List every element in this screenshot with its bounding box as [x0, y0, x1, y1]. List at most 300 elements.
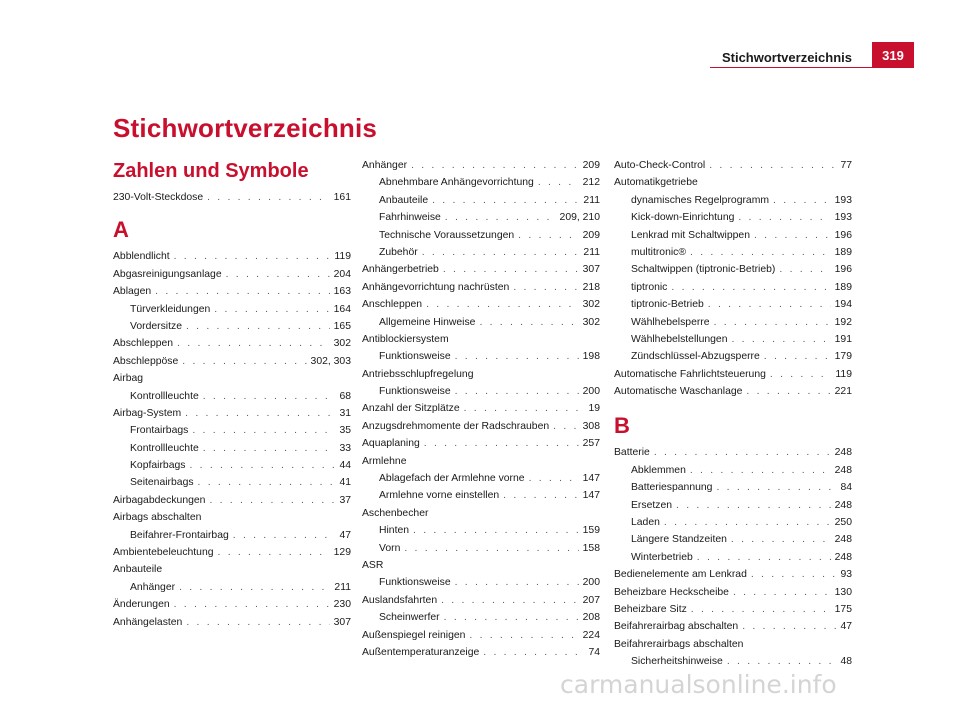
index-subentry	[113, 440, 351, 457]
entry-page-ref: 209	[582, 160, 600, 171]
entry-term: Türverkleidungen	[130, 303, 211, 315]
index-subentry	[362, 487, 600, 504]
entry-term: Bedienelemente am Lenkrad	[614, 569, 747, 581]
dot-leader	[714, 314, 831, 331]
dot-leader	[742, 618, 836, 635]
entry-term: Airbagabdeckungen	[113, 494, 206, 506]
entry-term: Beifahrerairbag abschalten	[614, 621, 739, 633]
entry-term: Längere Standzeiten	[631, 534, 727, 546]
entry-term: Auslandsfahrten	[362, 594, 438, 606]
entry-term: Beheizbare Sitz	[614, 603, 687, 615]
index-subentry	[362, 314, 600, 331]
index-subentry	[113, 422, 351, 439]
entry-term: Laden	[631, 517, 660, 529]
entry-page-ref: 68	[339, 390, 351, 402]
entry-term: Seitenairbags	[130, 477, 194, 489]
index-entry	[362, 592, 600, 609]
index-entry	[614, 618, 852, 635]
dot-leader	[189, 457, 335, 474]
entry-term: Auto-Check-Control	[614, 160, 706, 171]
entry-term: Beifahrer-Frontairbag	[130, 529, 229, 541]
index-entry	[113, 266, 351, 283]
entry-term: ASR	[362, 559, 384, 571]
entry-term: Armlehne	[362, 455, 407, 467]
dot-leader	[155, 283, 330, 300]
entry-term: Anzahl der Sitzplätze	[362, 403, 460, 415]
dot-leader	[738, 209, 830, 226]
dot-leader	[654, 444, 831, 461]
index-column-3	[614, 157, 852, 671]
index-entry	[362, 627, 600, 644]
index-subentry	[362, 209, 600, 226]
index-entry	[113, 492, 351, 509]
index-entry	[362, 453, 600, 470]
index-subentry	[362, 383, 600, 400]
index-entry	[362, 366, 600, 383]
entry-term: Abklemmen	[631, 464, 686, 476]
dot-leader	[411, 157, 579, 174]
entry-term: Automatische Waschanlage	[614, 386, 743, 398]
dot-leader	[691, 601, 831, 618]
entry-term: Fahrhinweise	[379, 212, 441, 224]
index-entry	[362, 261, 600, 278]
entry-page-ref: 147	[582, 490, 600, 502]
entry-page-ref: 33	[339, 442, 351, 454]
entry-page-ref: 248	[834, 534, 852, 546]
dot-leader	[179, 579, 330, 596]
index-subentry	[113, 318, 351, 335]
entry-page-ref: 250	[834, 517, 852, 529]
entry-page-ref: 248	[834, 464, 852, 476]
entry-page-ref: 119	[334, 251, 351, 263]
entry-term: Technische Voraussetzungen	[379, 229, 515, 241]
dot-leader	[203, 440, 336, 457]
index-subentry	[614, 348, 852, 365]
index-entry	[113, 405, 351, 422]
header-title: Stichwortverzeichnis	[721, 50, 852, 65]
index-entry	[113, 370, 351, 387]
index-entry	[614, 383, 852, 400]
dot-leader	[538, 174, 579, 191]
dot-leader	[207, 189, 330, 206]
index-entry	[113, 561, 351, 578]
index-subentry	[362, 174, 600, 191]
entry-page-ref: 196	[834, 229, 852, 241]
index-subentry	[614, 549, 852, 566]
entry-page-ref: 47	[840, 621, 852, 633]
index-subentry	[362, 574, 600, 591]
dot-leader	[664, 514, 831, 531]
entry-term: Abnehmbare Anhängevorrichtung	[379, 177, 534, 189]
entry-term: dynamisches Regelprogramm	[631, 194, 770, 206]
entry-page-ref: 159	[582, 525, 600, 537]
entry-page-ref: 212	[582, 177, 600, 189]
entry-page-ref: 308	[582, 420, 600, 432]
entry-term: Kick-down-Einrichtung	[631, 212, 735, 224]
entry-term: Zündschlüssel-Abzugsperre	[631, 351, 760, 363]
entry-term: Funktionsweise	[379, 351, 451, 363]
index-entry	[113, 544, 351, 561]
dot-leader	[708, 296, 831, 313]
entry-page-ref: 161	[333, 192, 351, 203]
entry-page-ref: 248	[834, 447, 852, 459]
entry-page-ref: 307	[582, 264, 600, 276]
entry-term: Frontairbags	[130, 425, 189, 437]
index-subentry	[614, 244, 852, 261]
index-entry	[614, 157, 852, 174]
entry-term: Airbags abschalten	[113, 512, 202, 524]
entry-term: Automatische Fahrlichtsteuerung	[614, 368, 766, 380]
index-subentry	[113, 457, 351, 474]
entry-page-ref: 37	[339, 494, 351, 506]
entry-term: Außenspiegel reinigen	[362, 629, 466, 641]
section-heading: Zahlen und Symbole	[113, 160, 309, 182]
entry-page-ref: 164	[333, 303, 351, 315]
dot-leader	[218, 544, 330, 561]
dot-leader	[432, 192, 579, 209]
index-subentry	[113, 388, 351, 405]
entry-term: Scheinwerfer	[379, 612, 440, 624]
index-subentry	[614, 514, 852, 531]
dot-leader	[518, 227, 578, 244]
entry-page-ref: 257	[582, 438, 600, 450]
dot-leader	[182, 353, 306, 370]
dot-leader	[424, 435, 579, 452]
entry-page-ref: 175	[834, 603, 852, 615]
index-entry	[614, 601, 852, 618]
entry-term: Batterie	[614, 447, 650, 459]
entry-term: Kopfairbags	[130, 460, 186, 472]
dot-leader	[754, 227, 831, 244]
dot-leader	[455, 383, 579, 400]
watermark: carmanualsonline.info	[560, 670, 837, 699]
index-entry	[362, 418, 600, 435]
dot-leader	[233, 527, 336, 544]
index-subentry	[362, 470, 600, 487]
dot-leader	[697, 549, 831, 566]
entry-term: Antriebsschlupfregelung	[362, 368, 474, 380]
dot-leader	[192, 422, 335, 439]
entry-page-ref: 189	[834, 246, 852, 258]
entry-page-ref: 44	[339, 460, 351, 472]
index-column-2	[362, 157, 600, 661]
entry-page-ref: 218	[582, 281, 600, 293]
index-subentry	[614, 479, 852, 496]
index-entry	[362, 157, 600, 174]
dot-leader	[443, 261, 579, 278]
index-column-1	[113, 157, 351, 631]
entry-page-ref: 211	[583, 194, 600, 206]
dot-leader	[751, 566, 837, 583]
entry-page-ref: 208	[582, 612, 600, 624]
entry-page-ref: 147	[582, 473, 600, 485]
dot-leader	[185, 405, 335, 422]
index-entry	[362, 400, 600, 417]
entry-term: Wählhebelsperre	[631, 316, 710, 328]
index-entry	[614, 636, 852, 653]
entry-page-ref: 165	[333, 320, 351, 332]
entry-term: Anhängerbetrieb	[362, 264, 439, 276]
index-entry	[113, 596, 351, 613]
index-entry	[614, 584, 852, 601]
entry-term: Anschleppen	[362, 299, 423, 311]
index-subentry	[113, 301, 351, 318]
entry-term: Funktionsweise	[379, 577, 451, 589]
index-entry	[113, 509, 351, 526]
dot-leader	[177, 335, 330, 352]
entry-page-ref: 200	[582, 577, 600, 589]
entry-page-ref: 47	[339, 529, 351, 541]
entry-term: Kontrollleuchte	[130, 442, 199, 454]
entry-page-ref: 119	[835, 368, 852, 380]
entry-term: Anbauteile	[379, 194, 429, 206]
entry-term: Abschleppen	[113, 338, 174, 350]
entry-term: Batteriespannung	[631, 482, 713, 494]
letter-heading: B	[614, 413, 630, 439]
entry-term: Automatikgetriebe	[614, 177, 698, 189]
dot-leader	[779, 261, 830, 278]
dot-leader	[676, 497, 831, 514]
entry-term: tiptronic-Betrieb	[631, 299, 704, 311]
entry-page-ref: 179	[834, 351, 852, 363]
dot-leader	[226, 266, 330, 283]
index-entry	[362, 279, 600, 296]
entry-term: Anhänger	[130, 581, 176, 593]
entry-page-ref: 193	[834, 194, 852, 206]
index-subentry	[113, 527, 351, 544]
entry-page-ref: 204	[333, 268, 351, 280]
entry-term: tiptronic	[631, 281, 668, 293]
entry-page-ref: 48	[840, 656, 852, 668]
entry-page-ref: 224	[582, 629, 600, 641]
entry-term: Sicherheitshinweise	[631, 656, 723, 668]
entry-term: Vordersitze	[130, 320, 182, 332]
entry-page-ref: 130	[834, 586, 852, 598]
entry-page-ref: 74	[588, 646, 600, 658]
letter-heading: A	[113, 217, 129, 243]
entry-page-ref: 193	[834, 212, 852, 224]
index-entry	[362, 557, 600, 574]
entry-term: Anhänger	[362, 160, 408, 171]
entry-term: multitronic®	[631, 246, 687, 258]
page-number-badge: 319	[872, 42, 914, 68]
index-entry	[113, 353, 351, 370]
entry-page-ref: 77	[840, 160, 852, 171]
entry-page-ref: 200	[582, 386, 600, 398]
dot-leader	[764, 348, 831, 365]
index-subentry	[614, 296, 852, 313]
entry-page-ref: 84	[840, 482, 852, 494]
dot-leader	[413, 522, 579, 539]
entry-term: Allgemeine Hinweise	[379, 316, 476, 328]
entry-page-ref: 221	[834, 386, 852, 398]
entry-page-ref: 41	[339, 477, 351, 489]
entry-page-ref: 31	[339, 407, 351, 419]
dot-leader	[513, 279, 578, 296]
entry-page-ref: 189	[834, 281, 852, 293]
dot-leader	[529, 470, 579, 487]
dot-leader	[479, 314, 578, 331]
entry-term: Funktionsweise	[379, 386, 451, 398]
dot-leader	[553, 418, 579, 435]
entry-term: Abschleppöse	[113, 355, 179, 367]
entry-page-ref: 307	[333, 616, 351, 628]
index-entry	[614, 444, 852, 461]
entry-page-ref: 196	[834, 264, 852, 276]
entry-term: Anzugsdrehmomente der Radschrauben	[362, 420, 550, 432]
dot-leader	[198, 474, 336, 491]
index-subentry	[362, 227, 600, 244]
index-entry	[362, 435, 600, 452]
index-entry	[113, 283, 351, 300]
index-subentry	[614, 192, 852, 209]
index-subentry	[113, 579, 351, 596]
dot-leader	[671, 279, 830, 296]
entry-page-ref: 194	[834, 299, 852, 311]
entry-term: Vorn	[379, 542, 401, 554]
entry-term: Ambientebeleuchtung	[113, 547, 214, 559]
entry-term: Antiblockiersystem	[362, 333, 449, 345]
dot-leader	[731, 331, 830, 348]
header-rule	[710, 67, 872, 68]
index-subentry	[113, 474, 351, 491]
index-subentry	[362, 348, 600, 365]
index-subentry	[614, 497, 852, 514]
index-entry	[362, 331, 600, 348]
page-title: Stichwortverzeichnis	[113, 113, 378, 143]
index-entry	[614, 174, 852, 191]
index-entry	[362, 505, 600, 522]
entry-page-ref: 211	[583, 246, 600, 258]
dot-leader	[727, 653, 837, 670]
dot-leader	[469, 627, 578, 644]
dot-leader	[690, 244, 831, 261]
entry-page-ref: 302, 303	[310, 355, 351, 367]
dot-leader	[214, 301, 329, 318]
dot-leader	[445, 209, 556, 226]
index-subentry	[362, 244, 600, 261]
entry-term: Anbauteile	[113, 564, 163, 576]
entry-page-ref: 302	[333, 338, 351, 350]
entry-term: Änderungen	[113, 599, 170, 611]
entry-page-ref: 19	[588, 403, 600, 415]
dot-leader	[186, 318, 330, 335]
entry-term: Beifahrerairbags abschalten	[614, 638, 744, 650]
dot-leader	[426, 296, 579, 313]
dot-leader	[455, 574, 579, 591]
dot-leader	[203, 388, 336, 405]
dot-leader	[773, 192, 831, 209]
entry-term: Außentemperaturanzeige	[362, 646, 480, 658]
dot-leader	[690, 462, 831, 479]
index-subentry	[614, 462, 852, 479]
entry-term: Abgasreinigungsanlage	[113, 268, 222, 280]
index-subentry	[614, 653, 852, 670]
entry-term: Beheizbare Heckscheibe	[614, 586, 729, 598]
dot-leader	[441, 592, 579, 609]
entry-term: Anhängelasten	[113, 616, 183, 628]
dot-leader	[716, 479, 836, 496]
entry-term: Armlehne vorne einstellen	[379, 490, 500, 502]
entry-page-ref: 163	[333, 286, 351, 298]
entry-term: Zubehör	[379, 246, 418, 258]
index-entry	[113, 335, 351, 352]
entry-page-ref: 35	[339, 425, 351, 437]
dot-leader	[455, 348, 579, 365]
dot-leader	[503, 487, 579, 504]
entry-page-ref: 248	[834, 499, 852, 511]
entry-term: Hinten	[379, 525, 410, 537]
dot-leader	[746, 383, 830, 400]
entry-page-ref: 198	[582, 351, 600, 363]
dot-leader	[186, 614, 329, 631]
entry-page-ref: 302	[582, 316, 600, 328]
entry-term: Abblendlicht	[113, 251, 170, 263]
entry-term: Wählhebelstellungen	[631, 333, 728, 345]
entry-page-ref: 302	[582, 299, 600, 311]
dot-leader	[422, 244, 580, 261]
entry-page-ref: 158	[582, 542, 600, 554]
entry-term: Ersetzen	[631, 499, 673, 511]
dot-leader	[209, 492, 335, 509]
dot-leader	[444, 609, 579, 626]
index-entry	[614, 366, 852, 383]
entry-page-ref: 93	[840, 569, 852, 581]
index-subentry	[614, 209, 852, 226]
index-entry	[362, 296, 600, 313]
index-subentry	[362, 522, 600, 539]
entry-page-ref: 248	[834, 551, 852, 563]
entry-page-ref: 211	[334, 581, 351, 593]
entry-term: Anhängevorrichtung nachrüsten	[362, 281, 510, 293]
entry-term: Airbag	[113, 373, 144, 385]
index-subentry	[362, 192, 600, 209]
index-subentry	[614, 227, 852, 244]
entry-page-ref: 209	[582, 229, 600, 241]
index-entry	[113, 614, 351, 631]
index-subentry	[614, 331, 852, 348]
index-subentry	[362, 540, 600, 557]
dot-leader	[174, 596, 330, 613]
dot-leader	[464, 400, 585, 417]
entry-page-ref: 230	[333, 599, 351, 611]
index-entry	[113, 248, 351, 265]
index-subentry	[614, 261, 852, 278]
index-entry	[614, 566, 852, 583]
index-subentry	[362, 609, 600, 626]
index-subentry	[614, 314, 852, 331]
index-subentry	[614, 279, 852, 296]
dot-leader	[709, 157, 836, 174]
index-entry	[113, 189, 351, 206]
dot-leader	[404, 540, 578, 557]
entry-term: Ablagefach der Armlehne vorne	[379, 473, 525, 485]
entry-page-ref: 191	[834, 333, 852, 345]
entry-term: Kontrollleuchte	[130, 390, 199, 402]
dot-leader	[731, 531, 831, 548]
entry-term: Ablagen	[113, 286, 152, 298]
index-entry	[362, 644, 600, 661]
entry-page-ref: 207	[582, 594, 600, 606]
dot-leader	[174, 248, 331, 265]
entry-page-ref: 129	[333, 547, 351, 559]
dot-leader	[483, 644, 584, 661]
entry-term: Winterbetrieb	[631, 551, 693, 563]
index-subentry	[614, 531, 852, 548]
entry-term: Lenkrad mit Schaltwippen	[631, 229, 750, 241]
entry-term: Airbag-System	[113, 407, 182, 419]
entry-term: Schaltwippen (tiptronic-Betrieb)	[631, 264, 776, 276]
